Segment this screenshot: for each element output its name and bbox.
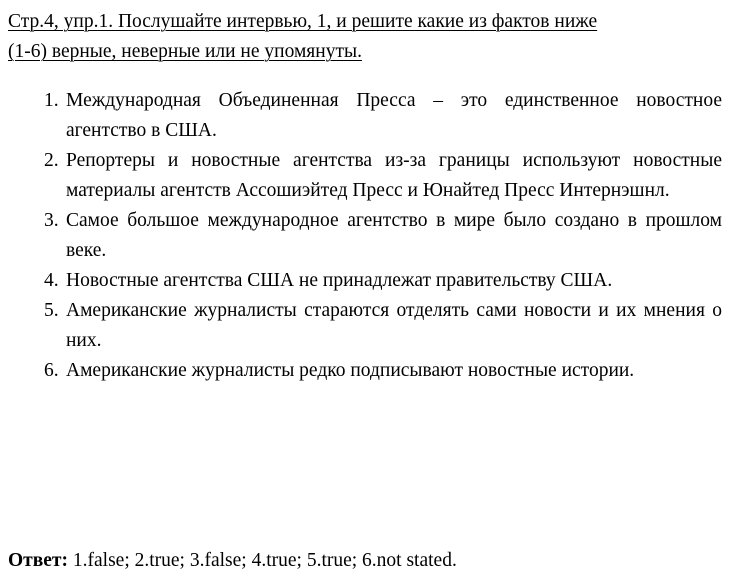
list-item bbox=[44, 296, 722, 356]
list-item bbox=[44, 86, 722, 146]
answer-label: Ответ: bbox=[8, 550, 69, 571]
list-item-text: Международная Объединенная Пресса – это единственное новостное агентство в США. bbox=[66, 90, 722, 141]
task-heading-line-1: Стр.4, упр.1. Послушайте интервью, 1, и решите какие из фактов ниже bbox=[8, 11, 598, 32]
list-item-number: 6. bbox=[44, 360, 59, 381]
answer-line bbox=[8, 546, 724, 576]
list-item bbox=[44, 146, 722, 206]
list-item bbox=[44, 206, 722, 266]
answer-values: 1.false; 2.true; 3.false; 4.true; 5.true; 6.not stated. bbox=[72, 550, 457, 571]
task-heading bbox=[8, 7, 724, 67]
list-item-number: 1. bbox=[44, 90, 59, 111]
list-item-text: Самое большое международное агентство в мире было создано в прошлом веке. bbox=[66, 210, 722, 261]
task-heading-line-2: (1-6) верные, неверные или не упомянуты. bbox=[8, 41, 362, 62]
list-item bbox=[44, 266, 722, 296]
list-item-text: Американские журналисты редко подписывают новостные истории. bbox=[66, 360, 635, 381]
fact-list bbox=[0, 86, 731, 386]
list-item bbox=[44, 356, 722, 386]
list-item-number: 2. bbox=[44, 150, 59, 171]
list-item-text: Репортеры и новостные агентства из-за границы используют новостные материалы агентств Ассошиэйтед Пресс и Юнайтед Пресс Интернэшнл. bbox=[66, 150, 722, 201]
list-item-text: Новостные агентства США не принадлежат правительству США. bbox=[66, 270, 613, 291]
list-item-number: 4. bbox=[44, 270, 59, 291]
list-item-number: 5. bbox=[44, 300, 59, 321]
list-item-text: Американские журналисты стараются отделять сами новости и их мнения о них. bbox=[66, 300, 722, 351]
list-item-number: 3. bbox=[44, 210, 59, 231]
